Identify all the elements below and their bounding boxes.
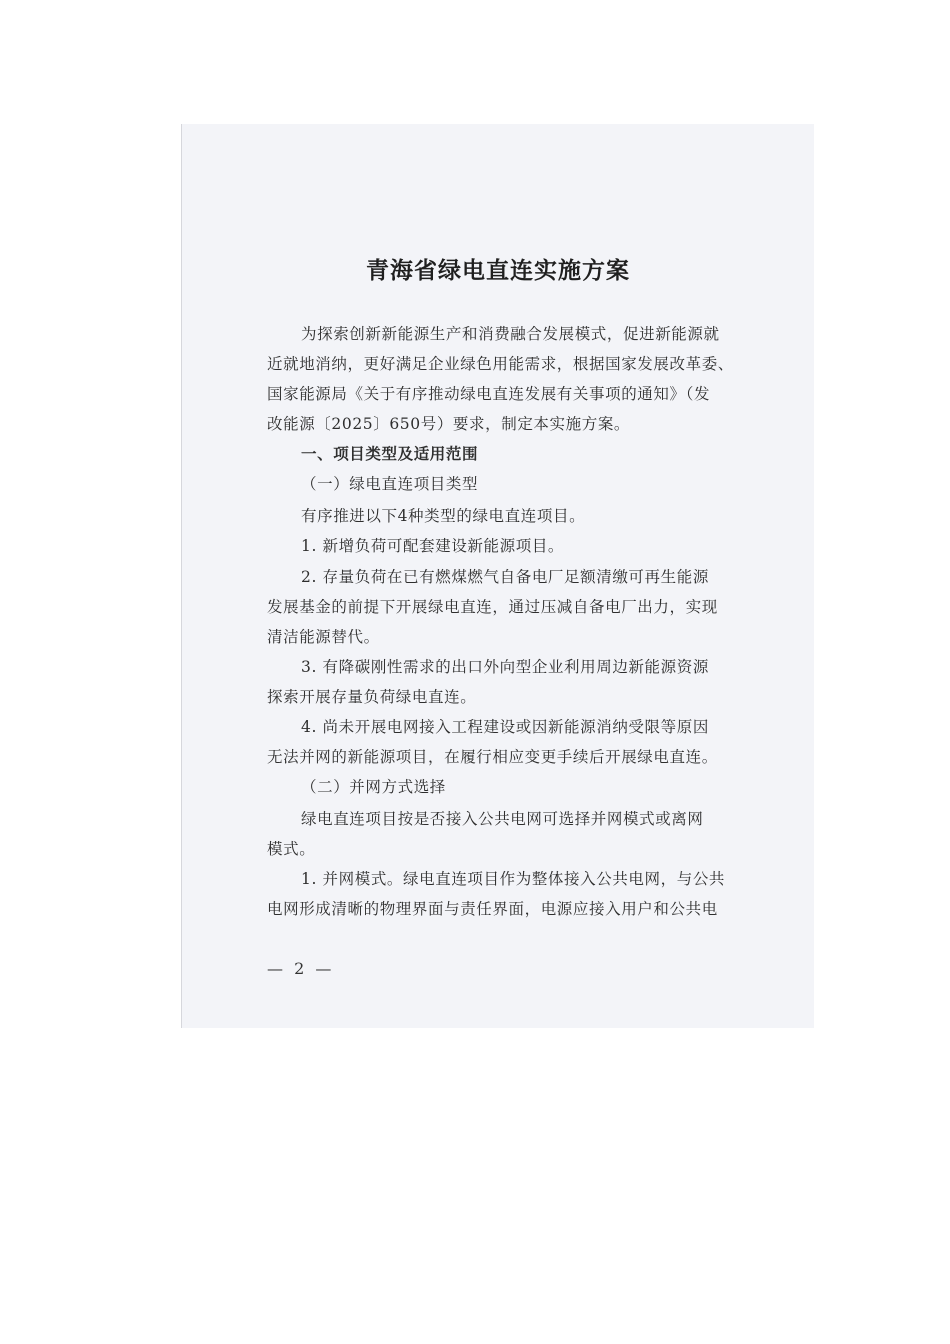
section-heading: 一、项目类型及适用范围 (301, 444, 479, 463)
paragraph-line: 改能源〔2025〕650号）要求，制定本实施方案。 (267, 415, 631, 433)
list-item: 4. 尚未开展电网接入工程建设或因新能源消纳受限等原因 (301, 718, 709, 736)
paragraph-line: 电网形成清晰的物理界面与责任界面，电源应接入用户和公共电 (267, 900, 718, 918)
paragraph-line: 无法并网的新能源项目，在履行相应变更手续后开展绿电直连。 (267, 748, 718, 766)
subsection-heading: （一）绿电直连项目类型 (301, 475, 479, 493)
list-item: 1. 新增负荷可配套建设新能源项目。 (301, 537, 565, 555)
paragraph-line: 模式。 (267, 840, 316, 858)
paragraph-line: 国家能源局《关于有序推动绿电直连发展有关事项的通知》（发 (267, 385, 711, 403)
paragraph-line: 发展基金的前提下开展绿电直连，通过压减自备电厂出力，实现 (267, 598, 718, 616)
list-item: 2. 存量负荷在已有燃煤燃气自备电厂足额清缴可再生能源 (301, 568, 709, 586)
paragraph-line: 有序推进以下4种类型的绿电直连项目。 (301, 507, 586, 525)
paragraph-line: 探索开展存量负荷绿电直连。 (267, 688, 477, 706)
paragraph-line: 清洁能源替代。 (267, 628, 380, 646)
paragraph-line: 为探索创新新能源生产和消费融合发展模式，促进新能源就 (301, 325, 720, 343)
document-title: 青海省绿电直连实施方案 (366, 257, 630, 284)
paragraph-line: 近就地消纳，更好满足企业绿色用能需求，根据国家发展改革委、 (267, 355, 734, 373)
page-number: — 2 — (267, 959, 335, 978)
subsection-heading: （二）并网方式选择 (301, 778, 446, 796)
list-item: 1. 并网模式。绿电直连项目作为整体接入公共电网，与公共 (301, 870, 726, 888)
paragraph-line: 绿电直连项目按是否接入公共电网可选择并网模式或离网 (301, 810, 704, 828)
list-item: 3. 有降碳刚性需求的出口外向型企业利用周边新能源资源 (301, 658, 709, 676)
scanned-page (181, 124, 814, 1028)
